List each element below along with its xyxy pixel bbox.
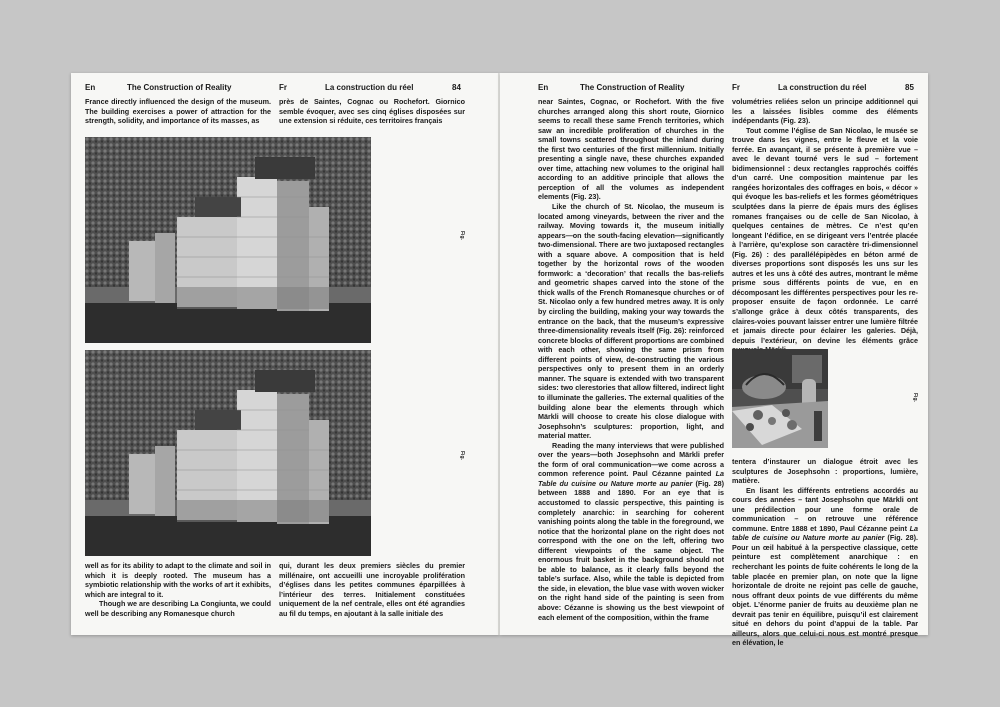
fig-label-3: Fig.: [912, 393, 918, 402]
museum-photo-2-image: [85, 350, 371, 556]
en-p3-text-a: Reading the many interviews that were published over the years—both Josephsohn and Märkli prefer the form of oral communication—we come across a common reference point. Paul Cézanne painted: [538, 440, 724, 479]
left-fr-bottom-text: qui, durant les deux premiers siècles du premier millénaire, ont accueilli une incroyable prolifération d’églises dans les petites communes éparpillées à l’intérieur des terres. Initialement constituées uniquement de la nef centrale, elles ont été agrandies au fil du temps, en ajoutant à la salle initiale des: [279, 561, 465, 618]
right-en-column: near Saintes, Cognac, or Rochefort. With the five churches arranged along this short route, Giornico seems to recall these same French territories, which saw an incredible proliferation of churches in the small towns scattered throughout the inland during the first two centuries of the first millennium. Initially presenting a single nave, these churches expanded over time, attaching new volumes to the original hall according to an additive principle that allows the perception of all the volumes as independent elements (Fig. 23). Like the church of St. Nicolao, the museum is located among vineyards, between the river and the railway. Moving towards it, the museum initially appears—on the south-facing elevation—significantly two-dimensional. There are two juxtaposed rectangles with a square above. A composition that is held together by the horizontal rows of the wooden formwork: a ‘decoration’ that recalls the bas-reliefs and geometric shapes carved into the stone of the thick walls of the French Romanesque churches or of St. Nicolao only a few hundred metres away. It is only by circling the building, making your way towards the entrance on the back, that the museum’s expressive three-dimensionality reveals itself (Fig. 26): reinforced concrete blocks of different proportions are combined with each other, showing the same prism from different points of view, de-constructing the various perspectives only to present them in an orderly manner. The square is extended with two transparent sides: two clerestories that allow filtered, indirect light to illuminate the galleries. The external qualities of the building alone bear the elements through which Märkli will choose to create his close dialogue with Josephsohn’s sculptures: proportion, light, and material matter. Reading the many interviews that were published over the years—both Josephsohn and Märkli prefer the form of oral communication—we come across a common reference point. Paul Cézanne painted La Table du cuisine ou Nature morte au panier (Fig. 28) between 1888 and 1890. For an eye that is accustomed to classic perspective, this painting is completely anarchic: in searching for coherent vanishing points along the table in the foreground, we notice that the horizontal plane on the right does not correspond with the one on the left, offering two different viewpoints of the same object. The enormous fruit basket in the background should not be able to balance, as it clearly falls beyond the table’s surface. Also, while the table is depicted from the side, in elevation, the blue vase with woven wicker on the right hand side of the painting is seen from above: Cézanne is showing us the best viewpoint of each element of the composition, within the frame: [538, 97, 724, 622]
cezanne-painting: [732, 349, 828, 448]
museum-photo-2: [85, 350, 371, 556]
left-header-en-tag: En: [85, 83, 96, 92]
right-header-fr-tag: Fr: [732, 83, 740, 92]
right-header-en-tag: En: [538, 83, 549, 92]
en-p3-text-b: (Fig. 28) between 1888 and 1890. For an eye that is accustomed to classic perspective, this painting is completely anarchic: in searching for coherent vanishing points along the table in the foreground, we notice that the horizontal plane on the right does not correspond with the one on the left, offering two different viewpoints of the same object. The enormous fruit basket in the background should not be able to balance, as it clearly falls beyond the table’s surface. Also, while the table is depicted from the side, in elevation, the blue vase with woven wicker on the right hand side of the painting is seen from above: Cézanne is showing us the best viewpoint of each element of the composition, within the frame: [538, 478, 724, 622]
fr-p4-text-a: En lisant les différents entretiens accordés au cours des années – tant Josephsohn que Märkli ont une prédilection pour une forme orale de communication – on retrouve une référence commune. Entre 1888 et 1890, Paul Cézanne peint: [732, 485, 918, 533]
left-page: [71, 73, 499, 635]
left-fr-top-text: près de Saintes, Cognac ou Rochefort. Giornico semble évoquer, avec ses cinq églises disposées sur une extension si réduite, ces territoires français: [279, 97, 465, 126]
fig-label-2: Fig.: [459, 451, 465, 460]
left-header-en-title: The Construction of Reality: [127, 83, 232, 92]
left-en-bottom-text: well as for its ability to adapt to the climate and soil in which it is deeply rooted. The museum has a symbiotic relationship with the works of art it exhibits, which are integral to it. Though we are describing La Congiunta, we could well be describing any Romanesque church: [85, 561, 271, 618]
fr-painting-title: La table de cuisine ou Nature morte au panier: [732, 523, 918, 543]
left-en-top-text: France directly influenced the design of the museum. The building exercises a power of attraction for the strength, solidity, and importance of its masses, as: [85, 97, 271, 126]
right-fr-column-top: volumétries reliées selon un principe additionnel qui les a laissées lisibles comme des éléments indépendants (Fig. 23). Tout comme l’église de San Nicolao, le musée se trouve dans les vignes, entre le fleuve et la voie ferrée. En avançant, il se présente à première vue – avec le devant tourné vers le sud – fortement bidimensionnel : deux rectangles rapprochés coiffés d’un carré. Une composition maintenue par les rangées horizontales des coffrages en bois, « décor » qui évoque les bas-reliefs et les formes géométriques sculptées dans la pierre de épais murs des églises romanes françaises ou de celle de San Nicolao, à quelques centaines de mètres. Ce n’est qu’en longeant l’édifice, en se dirigeant vers l’entrée placée à l’arrière, qu’explose son caractère tri-dimensionnel (Fig. 26) : des parallélépipèdes en béton armé de diverses proportions sont disposés les uns sur les autres et les uns à côté des autres, montrant le même prisme sous différents points de vue, en en décomposant les différentes perspectives pour les re-proposer ensuite de façon ordonnée. Le carré s’allonge grâce à deux côtés transparents, des claires-voies pouvant laisser entrer une lumière filtrée et jamais directe pour éclairer les galeries. Déjà, depuis l’extérieur, on devine les éléments grâce: [732, 97, 918, 345]
museum-photo-1-image: [85, 137, 371, 343]
right-page-number: 85: [905, 83, 914, 92]
right-fr-column-bottom: tentera d’instaurer un dialogue étroit avec les sculptures de Josephsohn : proportions, lumière, matière. En lisant les différents entretiens accordés au cours des années – tant Josephsohn que Märkli ont une prédilection pour une forme orale de communication – on retrouve une référence commune. Entre 1888 et 1890, Paul Cézanne peint La table de cuisine ou Nature morte au panier (Fig. 28). Pour un œil habitué à la perspective classique, cette peinture est complètement anarchique : en recherchant les points de fuite cohérents le long de la table placée en premier plan, on note que la ligne horizontale de droite ne rejoint pas celle de gauche, nous offrant deux points de vue différents du même objet. L’énorme panier de fruits au deuxième plan ne devrait pas tenir en équilibre, puisqu’il est clairement situé en dehors du point d’appui de la table. Par ailleurs, alors que celui-ci nous est montré presque en élévation, le: [732, 457, 918, 648]
en-painting-title: La Table du cuisine ou Nature morte au panier: [538, 469, 724, 488]
museum-photo-1: [85, 137, 371, 343]
right-page: [500, 73, 928, 648]
right-header-en-title: The Construction of Reality: [580, 83, 685, 92]
fig-label-1: Fig.: [459, 231, 465, 240]
left-header-fr-title: La construction du réel: [325, 83, 414, 92]
left-page-number: 84: [452, 83, 461, 92]
right-header-fr-title: La construction du réel: [778, 83, 867, 92]
left-header-fr-tag: Fr: [279, 83, 287, 92]
fr-p4-text-b: (Fig. 28). Pour un œil habitué à la perspective classique, cette peinture est complètement anarchique : en recherchant les points de fuite cohérents le long de la table placée en premier plan, on note que la ligne horizontale de droite ne rejoint pas celle de gauche, nous offrant deux points de vue différents du même objet. L’énorme panier de fruits au deuxième plan ne devrait pas tenir en équilibre, puisqu’il est clairement situé en dehors du point d’appui de la table. Par ailleurs, alors que celui-ci nous est montré presque en élévation, le: [732, 533, 918, 648]
cezanne-painting-image: [732, 349, 828, 448]
